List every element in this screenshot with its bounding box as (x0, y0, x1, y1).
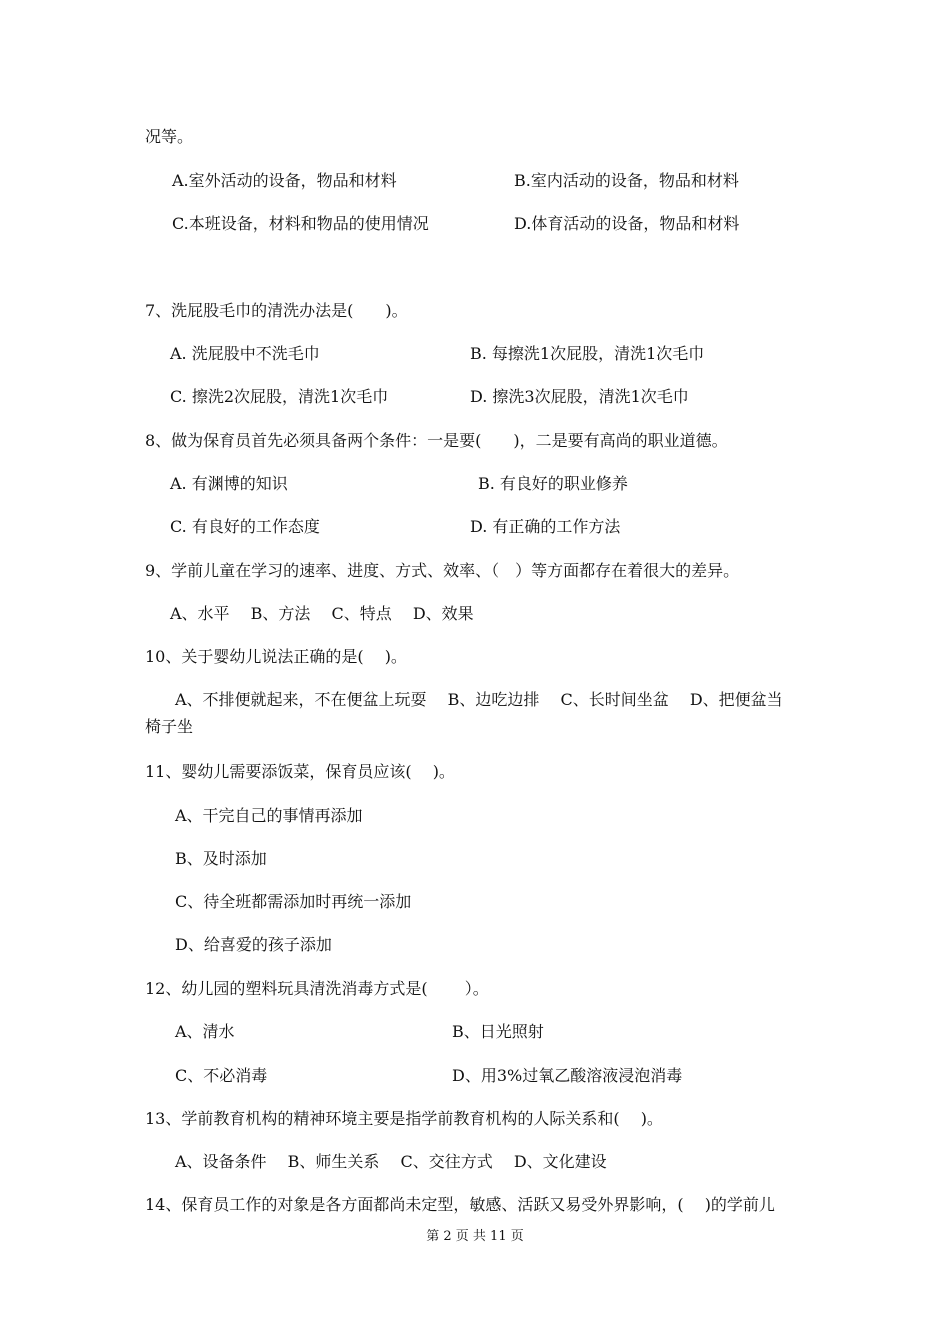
q8-option-b: B. 有良好的职业修养 (478, 474, 628, 493)
q13-stem: 13、学前教育机构的精神环境主要是指学前教育机构的人际关系和( )。 (145, 1109, 663, 1128)
q6-option-a: A.室外活动的设备，物品和材料 (172, 171, 397, 190)
q10-options-line2: 椅子坐 (145, 717, 194, 736)
q8-option-c: C. 有良好的工作态度 (170, 517, 320, 536)
q11-option-b: B、及时添加 (175, 849, 267, 868)
q9-options: A、水平 B、方法 C、特点 D、效果 (170, 604, 474, 623)
q13-options: A、设备条件 B、师生关系 C、交往方式 D、文化建设 (175, 1152, 607, 1171)
q8-option-a: A. 有渊博的知识 (170, 474, 288, 493)
q10-stem: 10、关于婴幼儿说法正确的是( )。 (145, 647, 407, 666)
q11-option-a: A、干完自己的事情再添加 (175, 806, 363, 825)
previous-question-continuation: 况等。 (145, 127, 194, 146)
q6-option-c: C.本班设备，材料和物品的使用情况 (172, 214, 429, 233)
q11-option-d: D、给喜爱的孩子添加 (175, 935, 332, 954)
page-footer: 第 2 页 共 11 页 (426, 1229, 524, 1244)
q12-option-a: A、清水 (175, 1022, 235, 1041)
q10-options-line1: A、不排便就起来，不在便盆上玩耍 B、边吃边排 C、长时间坐盆 D、把便盆当 (175, 690, 783, 709)
q8-option-d: D. 有正确的工作方法 (470, 517, 621, 536)
q11-stem: 11、婴幼儿需要添饭菜，保育员应该( )。 (145, 762, 455, 781)
q12-option-c: C、不必消毒 (175, 1066, 268, 1085)
q7-option-a: A. 洗屁股中不洗毛巾 (170, 344, 320, 363)
q9-stem: 9、学前儿童在学习的速率、进度、方式、效率、（ ）等方面都存在着很大的差异。 (145, 561, 740, 580)
q7-option-c: C. 擦洗2次屁股，清洗1次毛巾 (170, 387, 389, 406)
q12-option-d: D、用3%过氧乙酸溶液浸泡消毒 (452, 1066, 683, 1085)
q7-stem: 7、洗屁股毛巾的清洗办法是( )。 (145, 301, 408, 320)
q7-option-b: B. 每擦洗1次屁股，清洗1次毛巾 (470, 344, 705, 363)
q12-option-b: B、日光照射 (452, 1022, 544, 1041)
q8-stem: 8、做为保育员首先必须具备两个条件：一是要( )，二是要有高尚的职业道德。 (145, 431, 728, 450)
q11-option-c: C、待全班都需添加时再统一添加 (175, 892, 412, 911)
q7-option-d: D. 擦洗3次屁股，清洗1次毛巾 (470, 387, 689, 406)
q6-option-d: D.体育活动的设备，物品和材料 (514, 214, 740, 233)
q14-stem: 14、保育员工作的对象是各方面都尚未定型，敏感、活跃又易受外界影响，( )的学前儿 (145, 1195, 775, 1214)
q6-option-b: B.室内活动的设备，物品和材料 (514, 171, 739, 190)
q12-stem: 12、幼儿园的塑料玩具清洗消毒方式是( ）。 (145, 979, 489, 998)
